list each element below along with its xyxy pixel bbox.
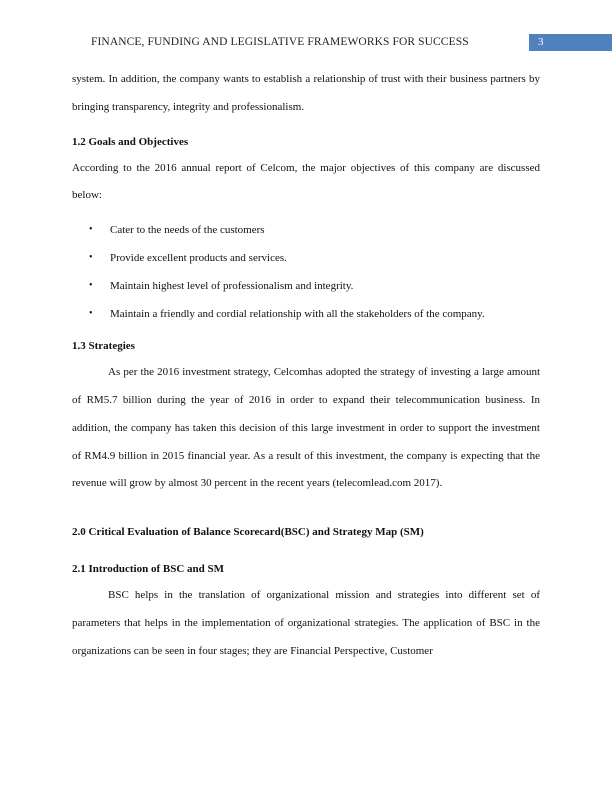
critical-evaluation-heading: 2.0 Critical Evaluation of Balance Scorecard(BSC) and Strategy Map (SM) — [72, 526, 424, 539]
list-item — [72, 244, 540, 272]
intro-paragraph: system. In addition, the company wants to establish a relationship of trust with their business partners by bringing transparency, integrity and professionalism. — [72, 73, 540, 113]
list-item-text: Maintain a friendly and cordial relationship with all the stakeholders of the company. — [110, 308, 485, 321]
list-item-text: Provide excellent products and services. — [110, 252, 287, 265]
strategies-heading: 1.3 Strategies — [72, 340, 135, 353]
goals-heading: 1.2 Goals and Objectives — [72, 135, 189, 148]
goals-paragraph: According to the 2016 annual report of Celcom, the major objectives of this company are discussed below: — [72, 161, 540, 202]
strategies-paragraph: As per the 2016 investment strategy, Celcomhas adopted the strategy of investing a large amount of RM5.7 billion during the year of 2016 in order to expand their telecommunication business. In addition, the company has taken this decision of this large investment in order to support the investment of RM4.9 billion in 2015 financial year. As a result of this investment, the company is expecting that the revenue will grow by almost 30 percent in the recent years (telecomlead.com 2017). — [72, 366, 540, 490]
page-header — [0, 36, 612, 50]
running-header-title: FINANCE, FUNDING AND LEGISLATIVE FRAMEWORKS FOR SUCCESS — [91, 36, 469, 48]
list-item-text: Maintain highest level of professionalism and integrity. — [110, 280, 354, 293]
bullet-icon: • — [89, 280, 93, 292]
page-number-badge: 3 — [529, 34, 612, 51]
bsc-intro-paragraph: BSC helps in the translation of organizational mission and strategies into different set of parameters that helps in the implementation of organizational strategies. The application of BSC in the organizations can be seen in four stages; they are Financial Perspective, Customer — [72, 589, 540, 657]
list-item — [72, 216, 540, 244]
list-item — [72, 272, 540, 300]
bullet-icon: • — [89, 252, 93, 264]
document-body — [72, 66, 540, 666]
list-item-text: Cater to the needs of the customers — [110, 224, 265, 237]
list-item — [72, 300, 540, 328]
bullet-icon: • — [89, 308, 93, 320]
bullet-icon: • — [89, 224, 93, 236]
bsc-intro-heading: 2.1 Introduction of BSC and SM — [72, 563, 224, 576]
objectives-list — [72, 216, 540, 328]
